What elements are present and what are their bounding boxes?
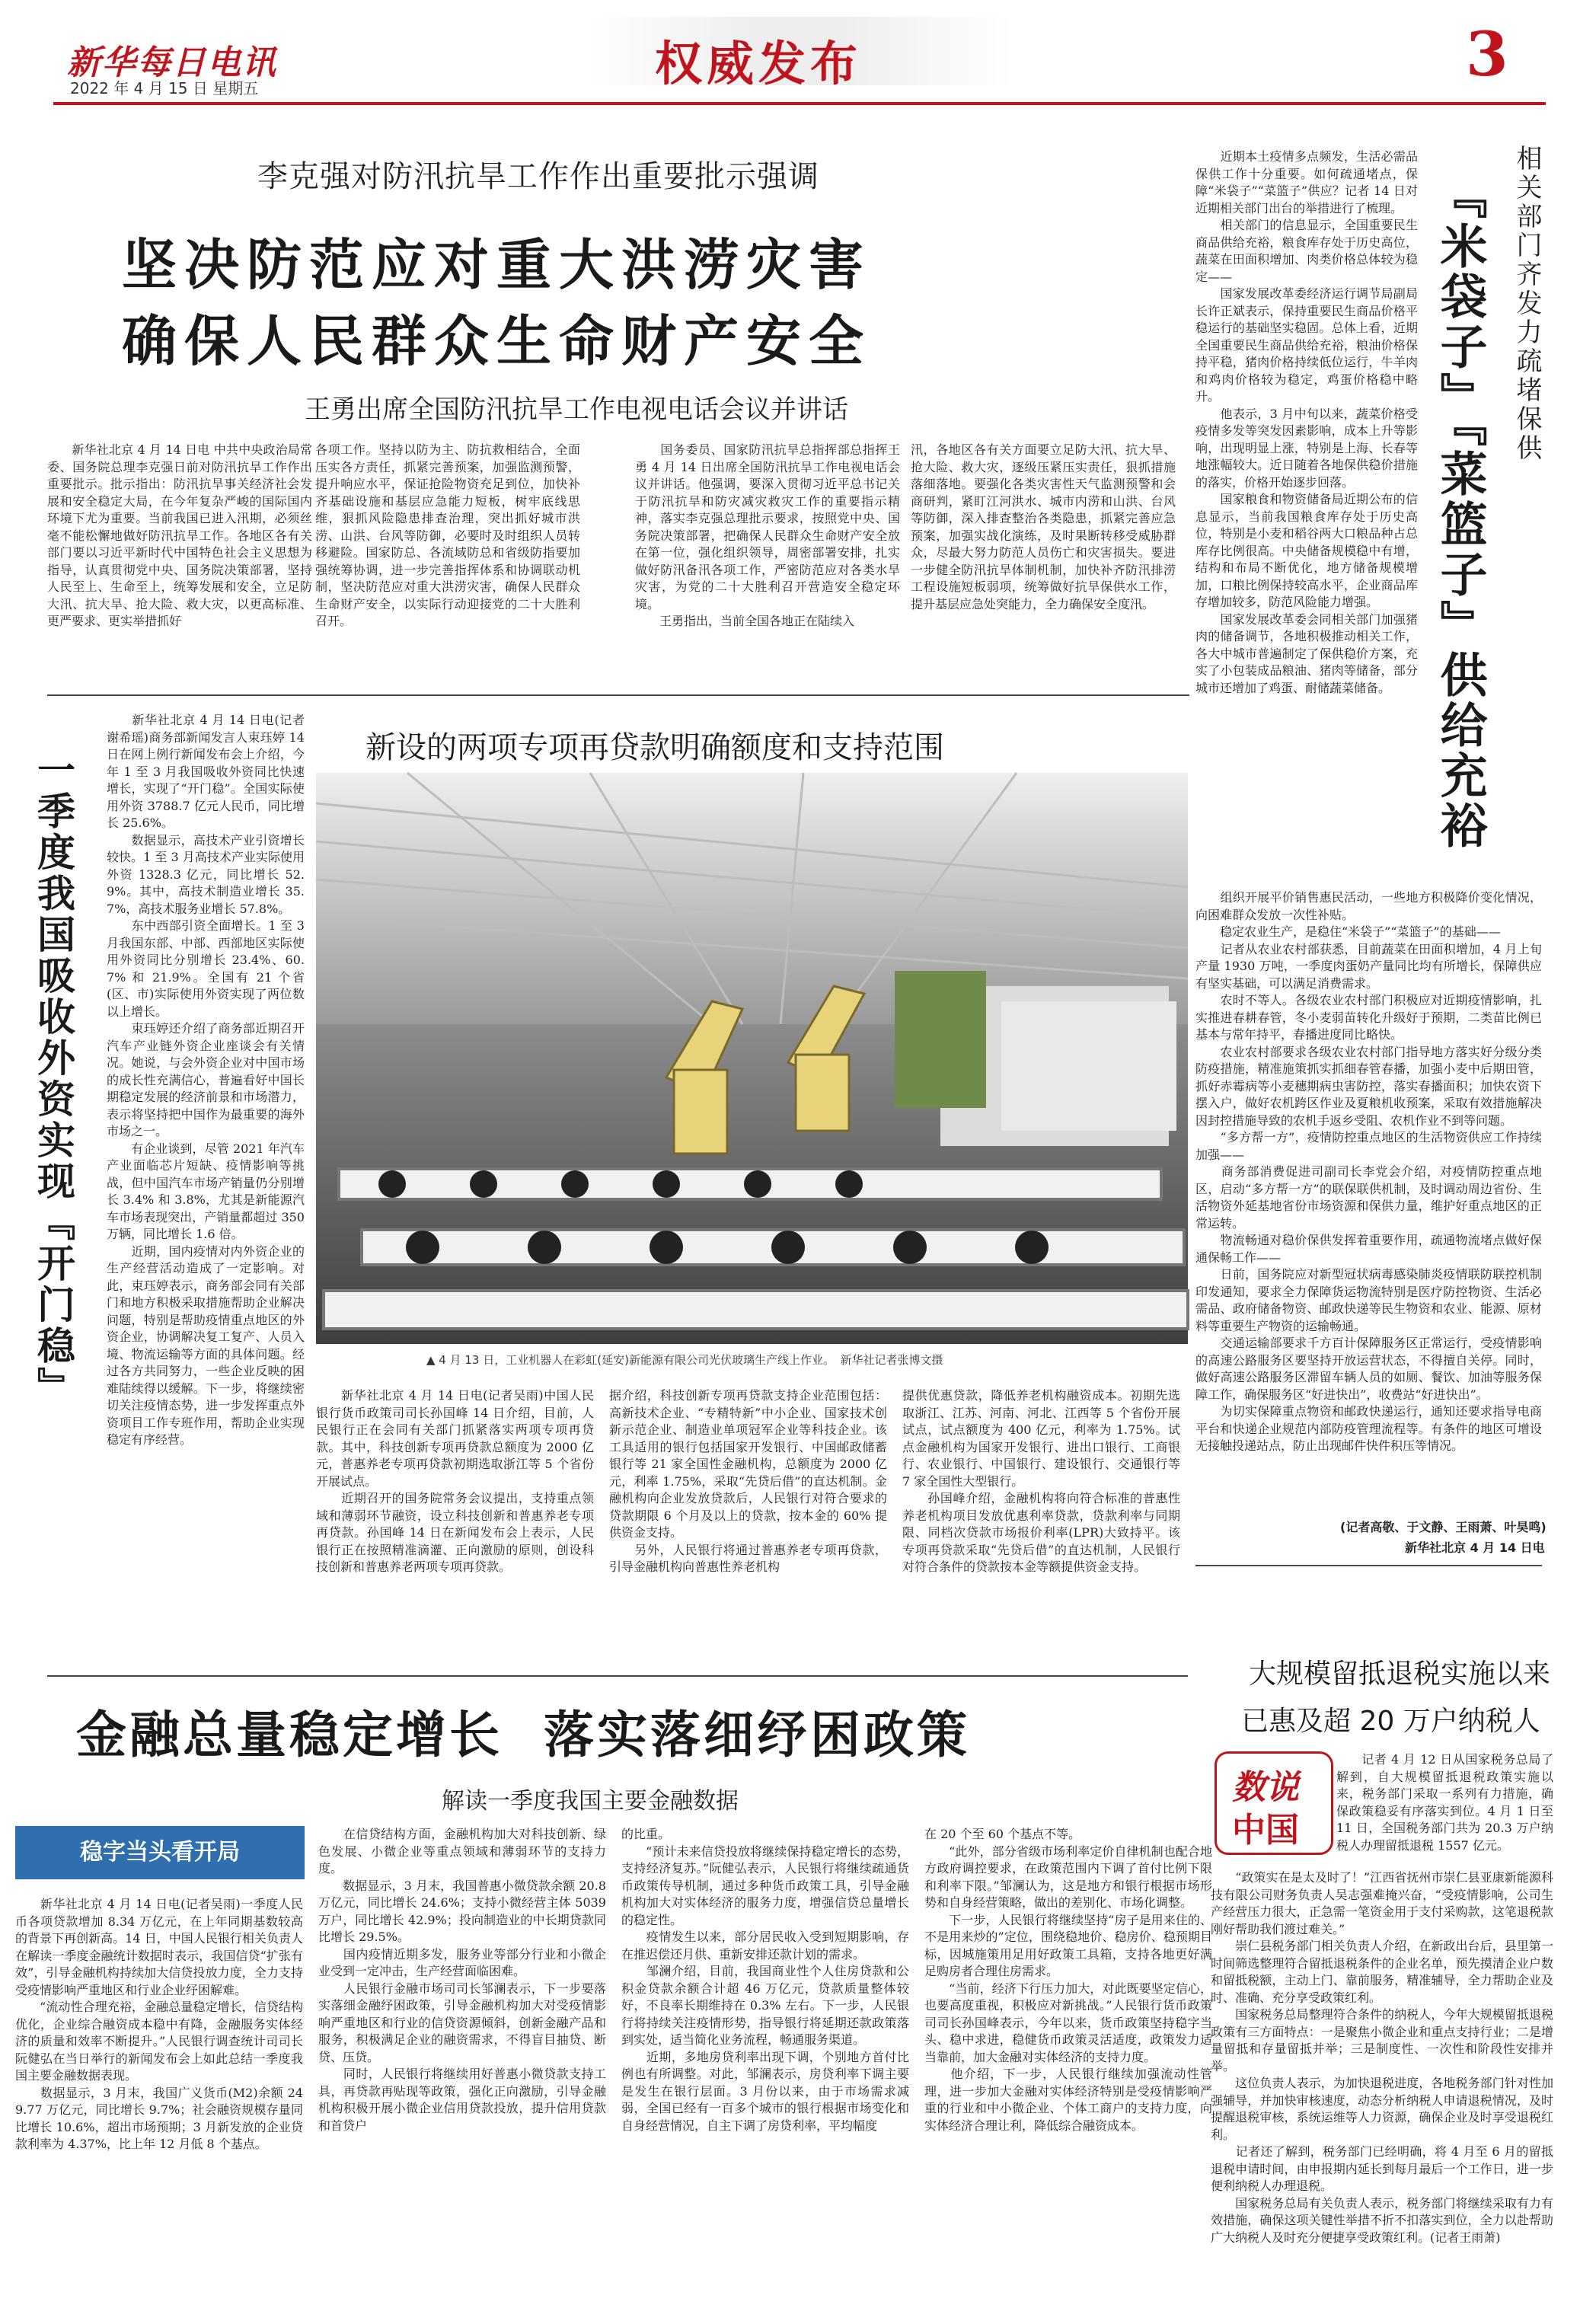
lead-column-4: 汛，各地区各有关方面要立足防大汛、抗大旱、抢大险、救大灾，逐级压紧压实责任，狠抓措施落细落地。要强化各类灾害性天气监测预警和会商研判，紧盯江河洪水、城市内涝和山洪、台风等防御，深入排查整治各类隐患，抓紧完善应急预案，加强实战化演练，及时果断转移受威胁群众，尽最大努力防范人员伤亡和灾害损失。要进一步健全防汛抗旱体制机制，加快补齐防汛排涝工程设施短板弱项，统筹做好抗旱保供水工作，提升基层应急处突能力，全力确保安全度汛。 [911, 442, 1176, 611]
lead-title-line1: 坚决防范应对重大洪涝灾害 [122, 232, 872, 297]
lead-title-line2: 确保人民群众生命财产安全 [122, 308, 872, 373]
right-story-intro-label: 相关部门齐发力疏堵保供 [1511, 145, 1542, 463]
section-title: 权威发布 [655, 36, 863, 91]
right-story-byline: (记者高敬、于文静、王雨萧、叶昊鸣) [1340, 1520, 1547, 1534]
tax-column-intro: 记者 4 月 12 日从国家税务总局了解到，自大规模留抵退税政策实施以来，税务部门采取一系列有力措施，确保政策稳妥有序落实到位。4 月 1 日至 11 日，全国税务部门共为 20.3 万户纳税人办理留抵退税 1557 亿元。 [1336, 1752, 1558, 1853]
factory-photo-illustration [316, 773, 1188, 1344]
shuo-zhongguo-badge [1215, 1751, 1333, 1855]
left-story-body: 新华社北京 4 月 14 日电(记者谢希瑶)商务部新闻发言人束珏婷 14 日在网上例行新闻发布会上介绍，今年 1 至 3 月我国吸收外资同比快速增长，实现了“开门稳”。全国实际使用外资 3788.7 亿元人民币，同比增长 25.6%。 数据显示，高技术产业引资增长较快。1 至 3 月高技术产业实际使用外资 1328.3 亿元，同比增长 52.9%。其中，高技术制造业增长 35.7%，高技术服务业增长 57.8%。 东中西部引资全面增长。1 至 3 月我国东部、中部、西部地区实际使用外资同比分别增长 23.4%、60.7% 和 21.9%。全国有 21 个省(区、市)实际使用外资实现了两位数以上增长。 束珏婷还介绍了商务部近期召开汽车产业链外资企业座谈会有关情况。她说，与会外资企业对中国市场的成长性充满信心，普遍看好中国长期稳定发展的经济前景和市场潜力，表示将坚持把中国作为最重要的海外市场之一。 有企业谈到，尽管 2021 年汽车产业面临芯片短缺、疫情影响等挑战，但中国汽车市场产销量仍分别增长 3.4% 和 3.8%，尤其是新能源汽车市场表现突出，产销量都超过 350 万辆，同比增长 1.6 倍。 近期，国内疫情对内外资企业的生产经营活动造成了一定影响。对此，束珏婷表示，商务部会同有关部门和地方积极采取措施帮助企业解决问题，特别是帮助疫情重点地区的外资企业，协调解决复工复产、人员入境、物流运输等方面的具体问题。经过各方共同努力，一些企业反映的困难陆续得以缓解。下一步，将继续密切关注疫情态势，进一步发挥重点外资项目工作专班作用，帮助企业实现稳定有序经营。 [107, 713, 305, 1447]
finance-column-3: 的比重。 “预计未来信贷投放将继续保持稳定增长的态势，支持经济复苏。”阮健弘表示，人民银行将继续疏通货币政策传导机制，通过多种货币政策工具，引导金融机构加大对实体经济的服务力度，增强信贷总量增长的稳定性。 疫情发生以来，部分居民收入受到短期影响，存在推迟偿还月供、重新安排还款计划的需求。 邹澜介绍，目前，我国商业性个人住房贷款和公积金贷款余额合计超 46 万亿元，贷款质量整体较好，不良率长期维持在 0.3% 左右。下一步，人民银行将持续关注疫情形势，指导银行将延期还款政策落到实处，适当简化业务流程，畅通服务渠道。 近期，多地房贷利率出现下调，个别地方首付比例也有所调整。对此，邹澜表示，房贷利率下调主要是发生在银行层面。3 月份以来，由于市场需求减弱，全国已经有一百多个城市的银行根据市场变化和自身经营情况，自主下调了房贷利率，平均幅度 [621, 1827, 909, 2133]
lead-divider [47, 694, 1189, 696]
center-story-title: 新设的两项专项再贷款明确额度和支持范围 [365, 730, 944, 765]
lead-column-1: 新华社北京 4 月 14 日电 中共中央政治局常委、国务院总理李克强日前对防汛抗旱工作作出重要批示。批示指出：防汛抗旱事关经济社会发展和安全稳定大局，在今年复杂严峻的国际国内环境下尤为重要。当前我国已进入汛期，必须丝毫不能松懈地做好防汛抗旱工作。各地区各有关部门要以习近平新时代中国特色社会主义思想为指导，认真贯彻党中央、国务院决策部署，坚持人民至上、生命至上，统筹发展和安全，立足防大汛、抗大旱、抢大险、救大灾，以更高标准、更严要求、更实举措抓好 [47, 442, 312, 628]
masthead-rule [53, 102, 1546, 105]
right-story-column-main: 组织开展平价销售惠民活动，一些地方积极降价变化情况，向困难群众发放一次性补贴。 稳定农业生产，是稳住“米袋子”“菜篮子”的基础—— 记者从农业农村部获悉，目前蔬菜在田面积增加，4 月上旬产量 1930 万吨，一季度肉蛋奶产量同比均有所增长，保障供应有坚实基础，可以满足消费需求。 农时不等人。各级农业农村部门积极应对近期疫情影响，扎实推进春耕春管，冬小麦弱苗转化升级好于预期，二类苗比例已基本与常年持平，春播进度同比略快。 农业农村部要求各级农业农村部门指导地方落实好分级分类防疫措施，精准施策抓实抓细春管春播，加强小麦中后期田管，抓好赤霉病等小麦穗期病虫害防控，落实春播面积；加快农资下摆入户，做好农机跨区作业及夏粮机收预案，采取有效措施解决因封控措施导致的农机手返乡受阻、农机作业不到等问题。 “多方帮一方”，疫情防控重点地区的生活物资供应工作持续加强—— 商务部消费促进司副司长李党会介绍，对疫情防控重点地区，启动“多方帮一方”的联保联供机制，及时调动周边省份、生活物资外延基地省份市场资源和保供力量，维护好重点地区的正常运转。 物流畅通对稳价保供发挥着重要作用，疏通物流堵点做好保通保畅工作—— 日前，国务院应对新型冠状病毒感染肺炎疫情联防联控机制印发通知，要求全力保障货运物流特别是医疗防控物资、生活必需品、政府储备物资、邮政快递等民生物资和农业、能源、原材料等重要生产物资的运输畅通。 交通运输部要求千方百计保障服务区正常运行，受疫情影响的高速公路服务区要坚持开放运营状态，不得擅自关停。同时，做好高速公路服务区滞留车辆人员的如厕、餐饮、加油等服务保障工作，确保服务区“好进快出”，收费站“好进快出”。 为切实保障重点物资和邮政快递运行，通知还要求指导电商平台和快递企业规范内部防疫管理流程等。有条件的地区可增设无接触投递站点，防止出现邮件快件积压等情况。 [1195, 890, 1542, 1453]
upper-lower-divider [47, 1675, 1188, 1677]
finance-box-label [15, 1826, 305, 1879]
lead-subtitle: 王勇出席全国防汛抗旱工作电视电话会议并讲话 [305, 394, 848, 425]
finance-column-2: 在信贷结构方面，金融机构加大对科技创新、绿色发展、小微企业等重点领域和薄弱环节的支持力度。 数据显示，3 月末，我国普惠小微贷款余额 20.8 万亿元，同比增长 24.6%；支持小微经营主体 5039 万户，同比增长 42.9%；投向制造业的中长期贷款同比增长 29.5%。 国内疫情近期多发，服务业等部分行业和小微企业受到一定冲击，生产经营面临困难。 人民银行金融市场司司长邹澜表示，下一步要落实落细金融纾困政策，引导金融机构加大对受疫情影响严重地区和行业的信贷资源倾斜，创新金融产品和服务，积极满足企业的融资需求，不得盲目抽贷、断贷、压贷。 同时，人民银行将继续用好普惠小微贷款支持工具，再贷款再贴现等政策，强化正向激励，引导金融机构积极开展小微企业信用贷款投放，提升信用贷款和首贷户 [318, 1827, 606, 2133]
center-column-1: 新华社北京 4 月 14 日电(记者吴雨)中国人民银行货币政策司司长孙国峰 14 日介绍，目前，人民银行正在会同有关部门抓紧落实两项专项再贷款。其中，科技创新专项再贷款总额度为 2000 亿元，普惠养老专项再贷款初期选取浙江等 5 个省份开展试点。 近期召开的国务院常务会议提出，支持重点领域和薄弱环节融资，设立科技创新和普惠养老专项再贷款。孙国峰 14 日在新闻发布会上表示，人民银行正在按照精准滴灌、正向激励的原则，创设科技创新和普惠养老两项专项再贷款。 [316, 1388, 594, 1574]
photo-caption: ▲ 4 月 13 日，工业机器人在彩虹(延安)新能源有限公司光伏玻璃生产线上作业。 新华社记者张博文摄 [426, 1353, 943, 1367]
right-divider [1195, 1565, 1542, 1566]
tax-title-line1: 大规模留抵退税实施以来 [1249, 1658, 1551, 1690]
newspaper-logo: 新华每日电讯 [67, 43, 277, 82]
tax-column-main: “政策实在是太及时了！”江西省抚州市崇仁县亚康新能源科技有限公司财务负责人吴志强难掩兴奋，“受疫情影响，公司生产经营压力很大，正急需一笔资金用于支付采购款，这笔退税款刚好帮助我们渡过难关。” 崇仁县税务部门相关负责人介绍，在新政出台后，县里第一时间筛选整理符合留抵退税条件的企业名单，预先摸清企业户数和留抵税额，主动上门、靠前服务，精准辅导，全力帮助企业及时、准确、充分享受政策红利。 国家税务总局整理符合条件的纳税人，今年大规模留抵退税政策有三方面特点：一是聚焦小微企业和重点支持行业；二是增量留抵和存量留抵并举；三是制度性、一次性和阶段性安排并举。 这位负责人表示，为加快退税进度，各地税务部门针对性加强辅导，并加快审核速度，动态分析纳税人申请退税情况，及时提醒退税审核，系统运维等人力资源，确保企业及时享受退税红利。 记者还了解到，税务部门已经明确，将 4 月至 6 月的留抵退税申请时间，由申报期内延长到每月最后一个工作日，进一步便利纳税人办理退税。 国家税务总局有关负责人表示，税务部门将继续采取有力有效措施，确保这项关键性举措不折不扣落实到位，全力以赴帮助广大纳税人及时充分便捷享受政策红利。(记者王雨萧) [1211, 1870, 1553, 2245]
tax-title-line2: 已惠及超 20 万户纳税人 [1241, 1706, 1540, 1737]
left-story-title: 一季度我国吸收外资实现『开门稳』 [31, 750, 76, 1408]
center-column-3: 提供优惠贷款，降低养老机构融资成本。初期先选取浙江、江苏、河南、河北、江西等 5 个省份开展试点，试点额度为 400 亿元，利率为 1.75%。试点金融机构为国家开发银行、进出口银行、工商银行、农业银行、中国银行、建设银行、交通银行等 7 家全国性大型银行。 孙国峰介绍，金融机构将向符合标准的普惠性养老机构项目发放优惠利率贷款，贷款利率与同期限、同档次贷款市场报价利率(LPR)大致持平。该专项再贷款采取“先贷后借”的直达机制，人民银行对符合条件的贷款按本金等额提供资金支持。 [902, 1388, 1180, 1574]
masthead [0, 0, 1596, 107]
right-story-column-top: 近期本土疫情多点频发，生活必需品保供工作十分重要。如何疏通堵点，保障“米袋子”“菜篮子”供应？记者 14 日对近期相关部门出台的举措进行了梳理。 相关部门的信息显示，全国重要民生商品供给充裕，粮食库存处于历史高位，蔬菜在田面积增加、肉类价格总体较为稳定—— 国家发展改革委经济运行调节局副局长许正斌表示，保持重要民生商品价格平稳运行的基础坚实稳固。总体上看，近期全国重要民生商品供给充裕，粮油价格保持平稳，猪肉价格持续低位运行，牛羊肉和鸡肉价格较为稳定，鸡蛋价格稳中略升。 他表示，3 月中旬以来，蔬菜价格受疫情多发等突发因素影响，成本上升等影响，出现明显上涨，特别是上海、长春等地涨幅较大。近日随着各地保供稳价措施的落实，价格开始逐步回落。 国家粮食和物资储备局近期公布的信息显示，当前我国粮食库存处于历史高位，特别是小麦和稻谷两大口粮品种占总库存比例很高。中央储备规模稳中有增，结构和布局不断优化，地方储备规模增加，口粮比例保持较高水平，企业商品库存增加较多，防范风险能力增强。 国家发展改革委会同相关部门加强猪肉的储备调节，各地积极推动相关工作，各大中城市普遍制定了保供稳价方案，充实了小包装成品粮油、猪肉等储备，部分城市还增加了鸡蛋、耐储蔬菜储备。 [1195, 149, 1418, 695]
finance-column-4: 在 20 个至 60 个基点不等。 “此外，部分省级市场利率定价自律机制也配合地方政府调控要求，在政策范围内下调了首付比例下限和利率下限。”邹澜认为，这是地方和银行根据市场形势和自身经营策略，做出的差别化、市场化调整。 下一步，人民银行将继续坚持“房子是用来住的、不是用来炒的”定位，围绕稳地价、稳房价、稳预期目标，因城施策用足用好政策工具箱，支持各地更好满足购房者合理住房需求。 “当前，经济下行压力加大，对此既要坚定信心，也要高度重视，积极应对新挑战。”人民银行货币政策司司长孙国峰表示，今年以来，货币政策坚持稳字当头、稳中求进，稳健货币政策灵活适度，政策发力适当靠前，加大金融对实体经济的支持力度。 他介绍，下一步，人民银行继续加强流动性管理，进一步加大金融对实体经济特别是受疫情影响严重的行业和中小微企业、个体工商户的支持力度，向实体经济合理让利，降低综合融资成本。 [924, 1827, 1212, 2133]
issue-date: 2022 年 4 月 15 日 星期五 [70, 79, 259, 97]
factory-photo [316, 773, 1188, 1344]
lead-column-2: 各项工作。坚持以防为主、防抗救相结合，全面压实各方责任，抓紧完善预案，加强监测预警，提升响应水平，保证抢险物资充足到位，加快补齐基础设施和基层应急能力短板，树牢底线思维，狠抓风险隐患排查治理，突出抓好城市洪涝、山洪、台风等防御，必要时及时组织人员转移避险。国家防总、各流域防总和省级防指要加强统筹协调，进一步完善指挥体系和协调联动机制，坚决防范应对重大洪涝灾害，确保人民群众生命财产安全，以实际行动迎接党的二十大胜利召开。 [315, 442, 580, 628]
page-number: 3 [1466, 18, 1508, 90]
finance-title: 金融总量稳定增长 落实落细纾困政策 [76, 1705, 970, 1764]
badge-top-text: 数说 [1232, 1768, 1299, 1807]
badge-bottom-text: 中国 [1232, 1811, 1299, 1850]
lead-column-3: 国务委员、国家防汛抗旱总指挥部总指挥王勇 4 月 14 日出席全国防汛抗旱工作电视电话会议并讲话。他强调，要深入贯彻习近平总书记关于防汛抗旱和防灾减灾救灾工作的重要指示精神，落实李克强总理批示要求，按照党中央、国务院决策部署，把确保人民群众生命财产安全放在第一位，强化组织领导，周密部署安排，扎实做好防汛备汛各项工作，严密防范应对各类水旱灾害，为党的二十大胜利召开营造安全稳定环境。 王勇指出，当前全国各地正在陆续入 [635, 442, 900, 628]
lead-kicker: 李克强对防汛抗旱工作作出重要批示强调 [257, 159, 819, 194]
finance-box-label-text: 稳字当头看开局 [80, 1839, 240, 1866]
center-column-2: 据介绍，科技创新专项再贷款支持企业范围包括：高新技术企业、“专精特新”中小企业、国家技术创新示范企业、制造业单项冠军企业等科技企业。该工具适用的银行包括国家开发银行、中国邮政储蓄银行等 21 家全国性金融机构，总额度为 2000 亿元，利率 1.75%，采取“先贷后借”的直达机制。金融机构向企业发放贷款后，人民银行对符合要求的贷款期限 6 个月及以上的贷款，按本金的 60% 提供资金支持。 另外，人民银行将通过普惠养老专项再贷款，引导金融机构向普惠性养老机构 [609, 1388, 887, 1574]
finance-column-1: 新华社北京 4 月 14 日电(记者吴雨)一季度人民币各项贷款增加 8.34 万亿元，在上年同期基数较高的背景下再创新高。14 日，中国人民银行相关负责人在解读一季度金融统计数据时表示，我国信贷“扩张有效”，引导金融机构持续加大信贷投放力度，全力支持受疫情影响严重地区和行业企业纾困解难。 “流动性合理充裕，金融总量稳定增长，信贷结构优化，企业综合融资成本稳中有降，金融服务实体经济的质量和效率不断提升。”人民银行调查统计司司长阮健弘在当日举行的新闻发布会上如此总结一季度我国主要金融数据表现。 数据显示，3 月末，我国广义货币(M2)余额 249.77 万亿元，同比增长 9.7%；社会融资规模存量同比增长 10.6%，超出市场预期；3 月新发放的企业贷款利率为 4.37%，比上年 12 月低 8 个基点。 [15, 1897, 303, 2151]
finance-subtitle: 解读一季度我国主要金融数据 [442, 1788, 739, 1815]
right-story-dateline: 新华社北京 4 月 14 日电 [1405, 1540, 1545, 1555]
right-story-title: 『米袋子』『菜篮子』供给充裕 [1432, 171, 1488, 851]
